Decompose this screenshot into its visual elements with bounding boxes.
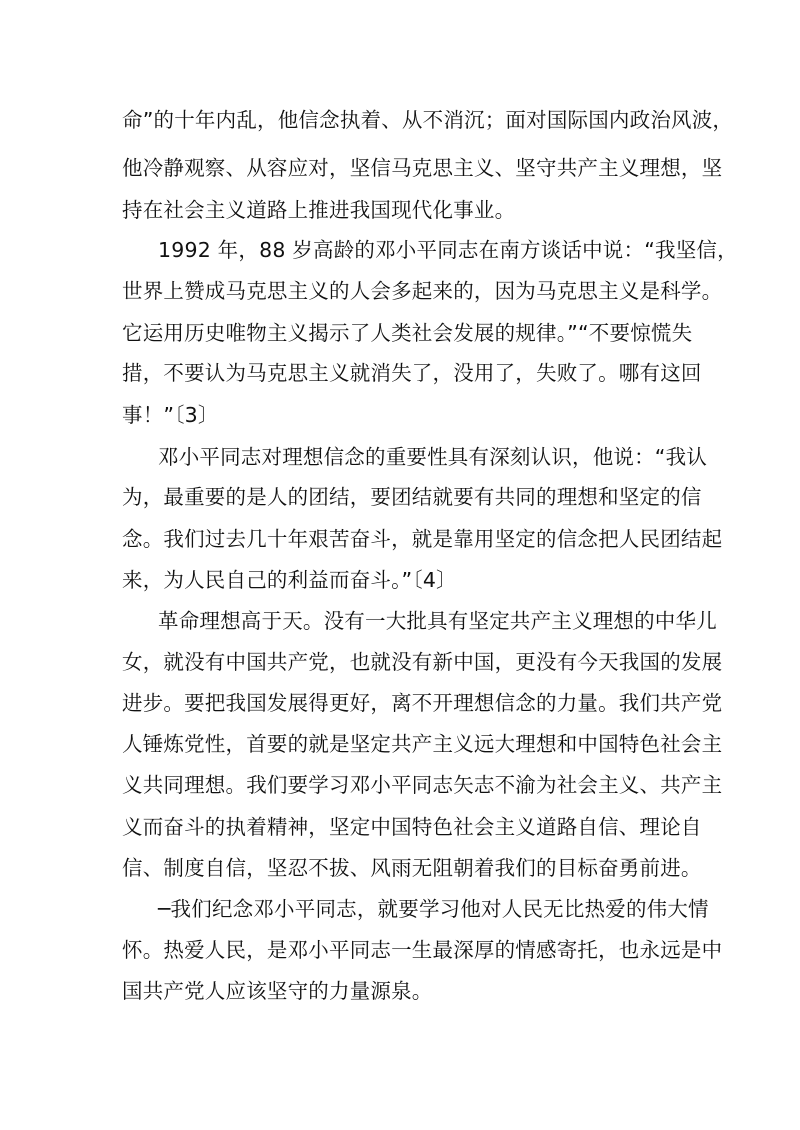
text-line: 义共同理想。我们要学习邓小平同志矢志不渝为社会主义、共产主 <box>122 773 723 797</box>
text-line: 措，不要认为马克思主义就消失了，没用了，失败了。哪有这回 <box>122 361 702 385</box>
paragraph-first-line: 邓小平同志对理想信念的重要性具有深刻认识，他说：“我认 <box>158 445 708 469</box>
text-line: 人锤炼党性，首要的就是坚定共产主义远大理想和中国特色社会主 <box>122 732 723 756</box>
text-line: 念。我们过去几十年艰苦奋斗，就是靠用坚定的信念把人民团结起 <box>122 527 723 551</box>
text-line: 怀。热爱人民，是邓小平同志一生最深厚的情感寄托，也永远是中 <box>122 938 723 962</box>
text-line: 义而奋斗的执着精神，坚定中国特色社会主义道路自信、理论自 <box>122 815 702 839</box>
paragraph-first-line: ─我们纪念邓小平同志，就要学习他对人民无比热爱的伟大情 <box>158 897 709 921</box>
text-line: 为，最重要的是人的团结，要团结就要有共同的理想和坚定的信 <box>122 485 702 509</box>
text-line: 女，就没有中国共产党，也就没有新中国，更没有今天我国的发展 <box>122 650 723 674</box>
text-line: 命”的十年内乱，他信念执着、从不消沉；面对国际国内政治风波， <box>122 108 734 132</box>
text-line: 信、制度自信，坚忍不拔、风雨无阻朝着我们的目标奋勇前进。 <box>122 856 702 880</box>
text-line: 来，为人民自己的利益而奋斗。”〔4〕 <box>122 568 457 592</box>
paragraph-first-line: 革命理想高于天。没有一大批具有坚定共产主义理想的中华儿 <box>158 609 717 633</box>
paragraph-first-line: 1992 年，88 岁高龄的邓小平同志在南方谈话中说：“我坚信， <box>158 238 738 262</box>
text-line: 持在社会主义道路上推进我国现代化事业。 <box>122 198 516 222</box>
text-line: 它运用历史唯物主义揭示了人类社会发展的规律。”“不要惊慌失 <box>122 321 693 345</box>
text-line: 世界上赞成马克思主义的人会多起来的，因为马克思主义是科学。 <box>122 279 723 303</box>
text-line: 事！”〔3〕 <box>122 403 219 427</box>
text-line: 国共产党人应该坚守的力量源泉。 <box>122 979 433 1003</box>
text-line: 进步。要把我国发展得更好，离不开理想信念的力量。我们共产党 <box>122 691 723 715</box>
text-line: 他冷静观察、从容应对，坚信马克思主义、坚守共产主义理想，坚 <box>122 156 723 180</box>
